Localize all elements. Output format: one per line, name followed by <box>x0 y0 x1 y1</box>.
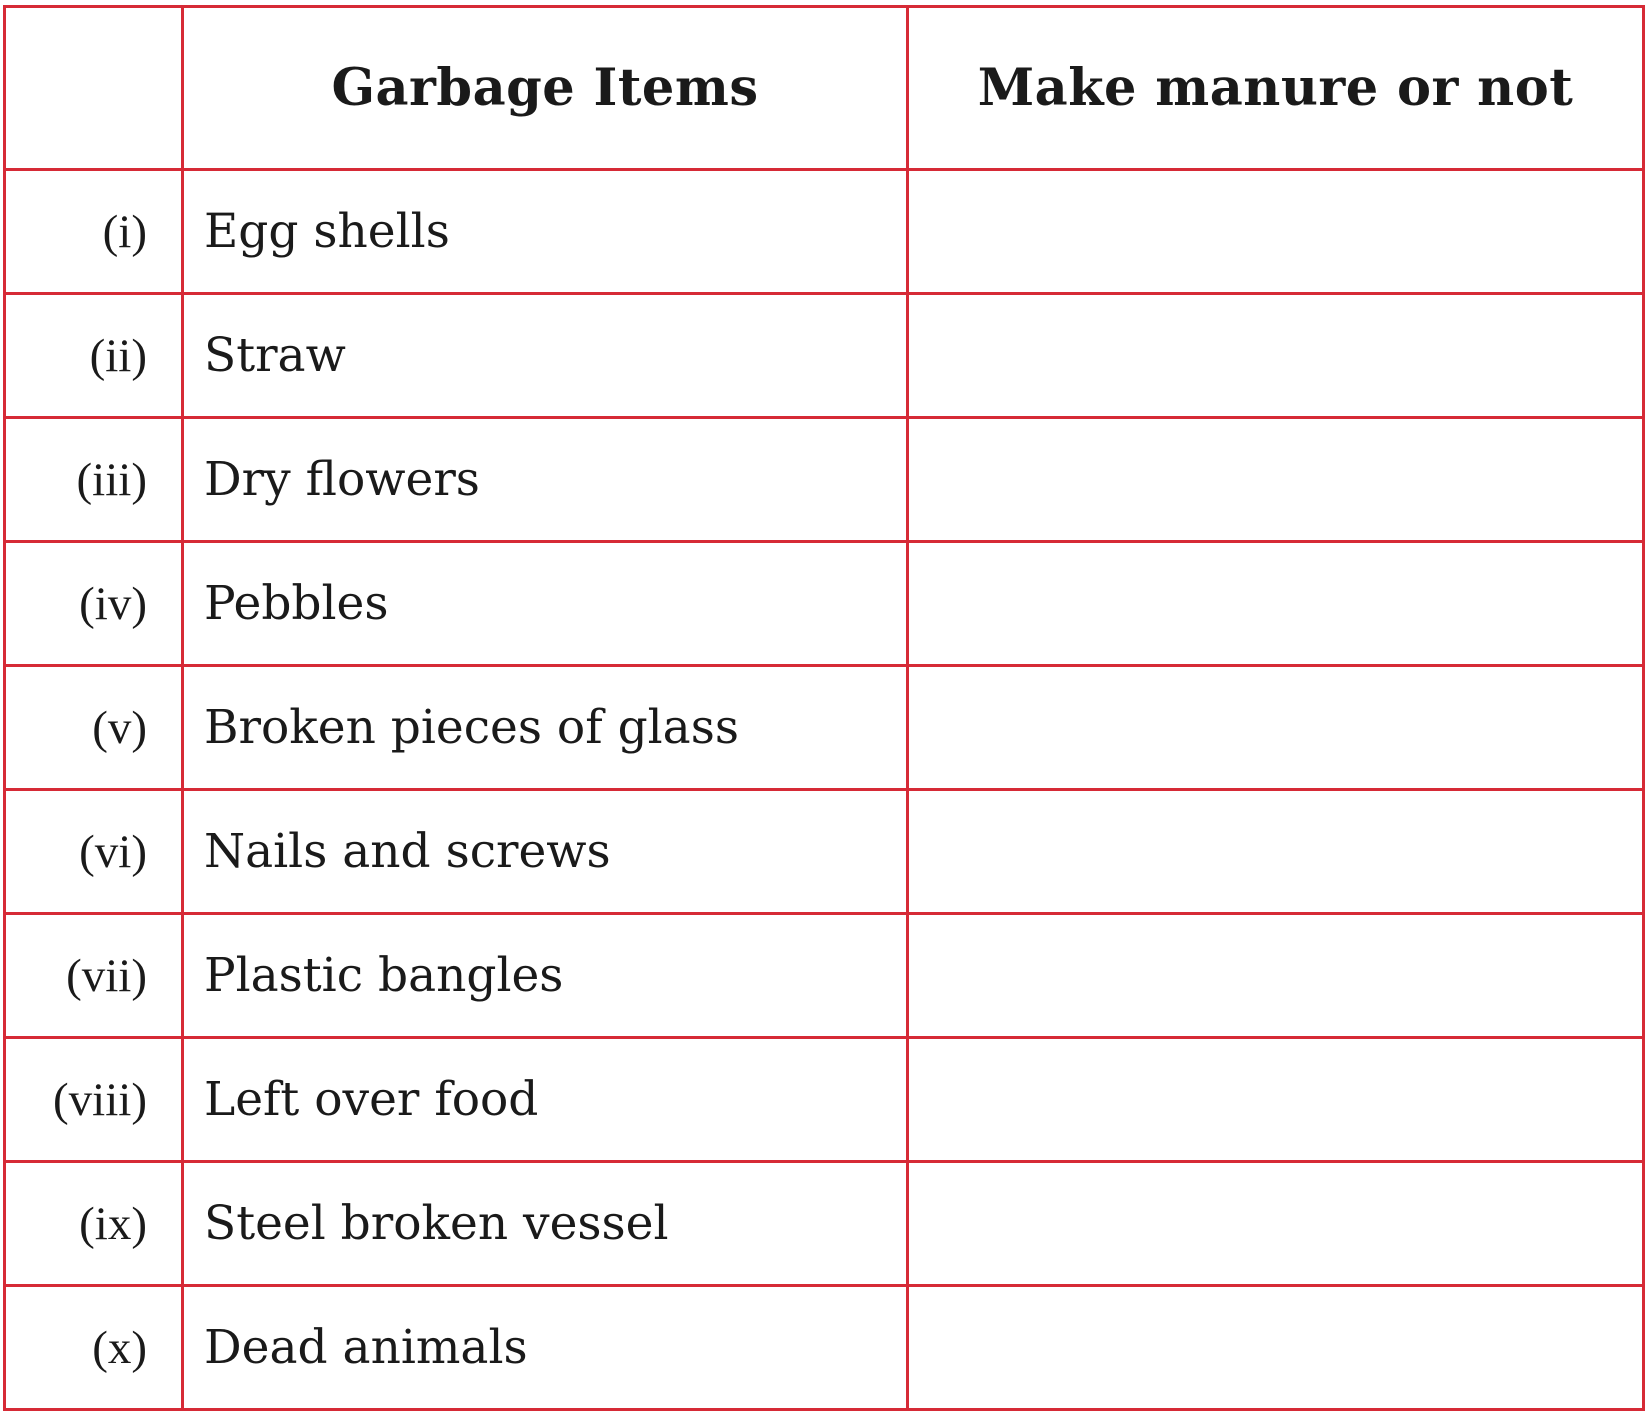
garbage-item: Dead animals <box>183 1286 908 1410</box>
table-row <box>5 170 1644 294</box>
manure-answer-cell[interactable] <box>908 1038 1644 1162</box>
manure-answer-cell[interactable] <box>908 666 1644 790</box>
table-row <box>5 914 1644 1038</box>
table-row <box>5 418 1644 542</box>
manure-answer-cell[interactable] <box>908 914 1644 1038</box>
garbage-item: Nails and screws <box>183 790 908 914</box>
garbage-item: Dry flowers <box>183 418 908 542</box>
table-row <box>5 666 1644 790</box>
row-number: (vi) <box>5 790 183 914</box>
manure-answer-cell[interactable] <box>908 294 1644 418</box>
garbage-item: Broken pieces of glass <box>183 666 908 790</box>
table-row <box>5 542 1644 666</box>
manure-answer-cell[interactable] <box>908 418 1644 542</box>
row-number: (iv) <box>5 542 183 666</box>
row-number: (x) <box>5 1286 183 1410</box>
manure-answer-cell[interactable] <box>908 1286 1644 1410</box>
table-row <box>5 1038 1644 1162</box>
row-number: (ii) <box>5 294 183 418</box>
manure-answer-cell[interactable] <box>908 542 1644 666</box>
garbage-item: Pebbles <box>183 542 908 666</box>
manure-answer-cell[interactable] <box>908 170 1644 294</box>
header-garbage-items: Garbage Items <box>183 7 908 170</box>
table-row <box>5 1286 1644 1410</box>
manure-answer-cell[interactable] <box>908 790 1644 914</box>
garbage-item: Left over food <box>183 1038 908 1162</box>
table-row <box>5 790 1644 914</box>
table-row <box>5 294 1644 418</box>
row-number: (vii) <box>5 914 183 1038</box>
row-number: (iii) <box>5 418 183 542</box>
table-header-row <box>5 7 1644 170</box>
garbage-table <box>3 5 1645 1411</box>
garbage-item: Egg shells <box>183 170 908 294</box>
table-row <box>5 1162 1644 1286</box>
manure-answer-cell[interactable] <box>908 1162 1644 1286</box>
garbage-item: Steel broken vessel <box>183 1162 908 1286</box>
garbage-item: Straw <box>183 294 908 418</box>
row-number: (v) <box>5 666 183 790</box>
row-number: (i) <box>5 170 183 294</box>
header-make-manure: Make manure or not <box>908 7 1644 170</box>
garbage-item: Plastic bangles <box>183 914 908 1038</box>
header-number <box>5 7 183 170</box>
row-number: (ix) <box>5 1162 183 1286</box>
row-number: (viii) <box>5 1038 183 1162</box>
